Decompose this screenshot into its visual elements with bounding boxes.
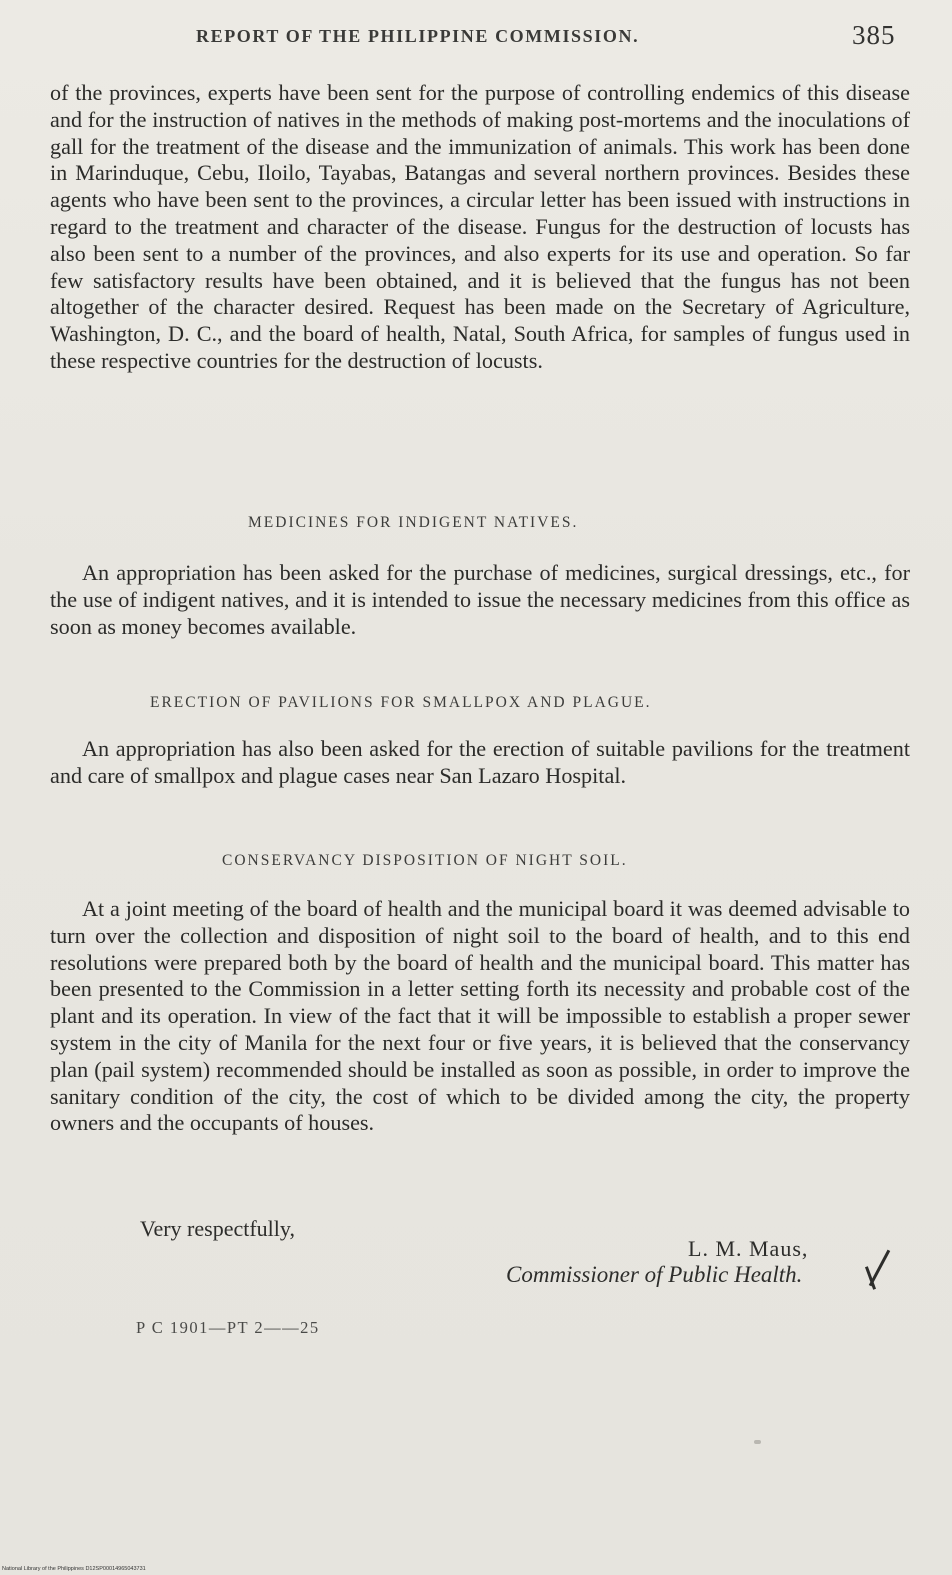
page-number: 385 bbox=[852, 20, 896, 50]
signatory-name: L. M. Maus, bbox=[688, 1236, 809, 1261]
intro-paragraph-text: of the provinces, experts have been sent for the purpose of controlling endemics of this disease and for the instruction of natives in the methods of making post-mortems and the inoculations of gall for the treatment of the disease and the immunization of animals. This work has been done in Marinduque, Cebu, Iloilo, Tayabas, Batangas and several northern provinces. Besides these agents who have been sent to the provinces, a circular letter has been issued with instructions in regard to the treatment and character of the disease. Fungus for the destruction of locusts has also been sent to a number of the provinces, and also experts for its use and operation. So far few satisfactory results have been obtained, and it is believed that the fungus has not been altogether of the character desired. Request has been made on the Secretary of Agriculture, Washington, D. C., and the board of health, Natal, South Africa, for samples of fungus used in these respective countries for the destruction of locusts. bbox=[50, 80, 910, 373]
section-heading-conservancy: CONSERVANCY DISPOSITION OF NIGHT SOIL. bbox=[222, 852, 628, 869]
section-text-pavilions: An appropriation has also been asked for the erection of suitable pavilions for the treatment and care of smallpox and plague cases near San Lazaro Hospital. bbox=[50, 736, 910, 788]
section-paragraph-conservancy bbox=[50, 896, 910, 1137]
section-text-conservancy: At a joint meeting of the board of health and the municipal board it was deemed advisable to turn over the collection and disposition of night soil to the board of health, and to this end resolutions were prepared both by the board of health and the municipal board. This matter has been presented to the Commission in a letter setting forth its necessity and probable cost of the plant and its operation. In view of the fact that it will be impossible to establish a proper sewer system in the city of Manila for the next four or five years, it is believed that the conservancy plan (pail system) recommended should be installed as soon as possible, in order to improve the sanitary condition of the city, the cost of which to be divided among the city, the property owners and the occupants of houses. bbox=[50, 896, 910, 1136]
section-heading-medicines: MEDICINES FOR INDIGENT NATIVES. bbox=[248, 514, 579, 531]
section-heading-pavilions: ERECTION OF PAVILIONS FOR SMALLPOX AND PLAGUE. bbox=[150, 694, 652, 711]
running-title: REPORT OF THE PHILIPPINE COMMISSION. bbox=[196, 26, 640, 46]
scan-speck bbox=[754, 1440, 761, 1444]
section-paragraph-pavilions bbox=[50, 736, 910, 790]
intro-paragraph bbox=[50, 80, 910, 375]
closing-salutation: Very respectfully, bbox=[140, 1216, 295, 1241]
section-paragraph-medicines bbox=[50, 560, 910, 640]
signatory-title: Commissioner of Public Health. bbox=[506, 1262, 803, 1287]
section-text-medicines: An appropriation has been asked for the purchase of medicines, surgical dressings, etc., for the use of indigent natives, and it is intended to issue the necessary medicines from this office as soon as money becomes available. bbox=[50, 560, 910, 639]
scan-credit: National Library of the Philippines D12SP00014965043731 bbox=[2, 1566, 146, 1572]
printer-signature-mark: P C 1901—PT 2——25 bbox=[136, 1318, 320, 1337]
